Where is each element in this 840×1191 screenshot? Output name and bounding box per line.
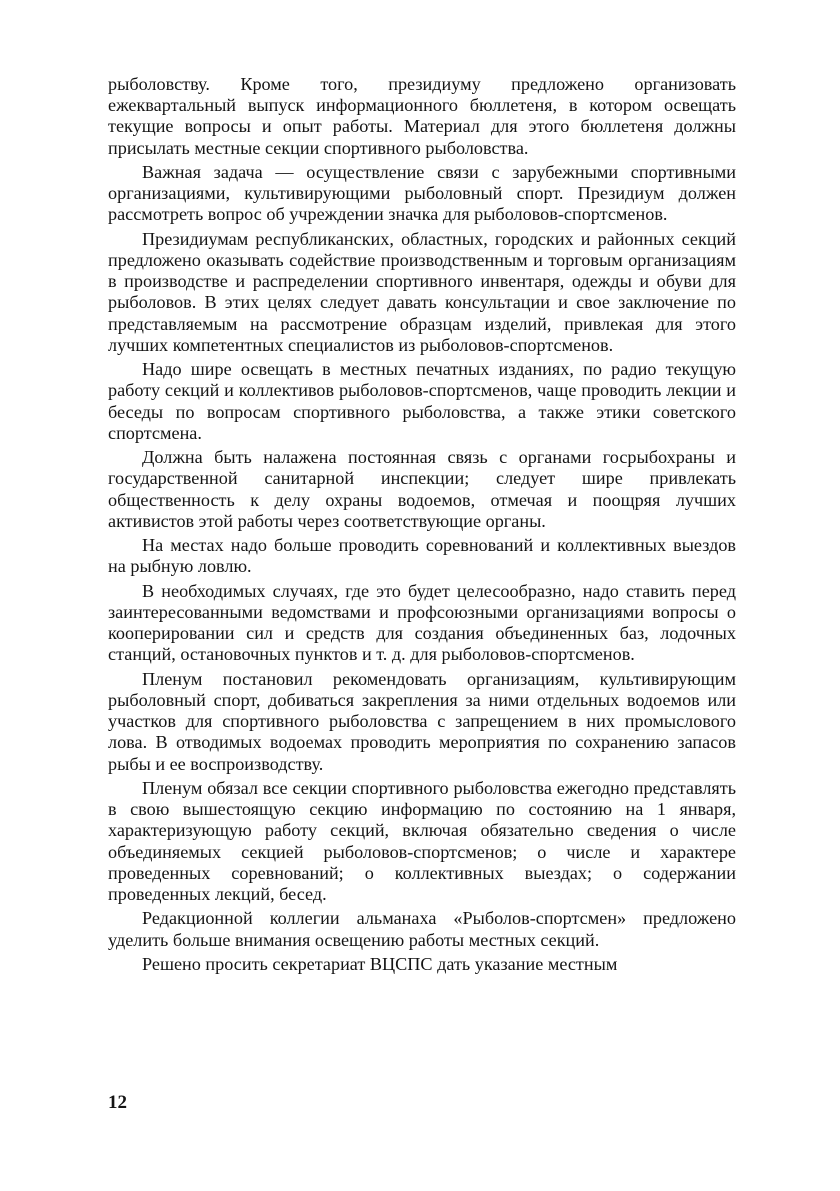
paragraph-8: Пленум постановил рекомендовать организациям, культивирующим рыболовный спорт, добиваться закрепления за ними отдельных водоемов или участков для спортивного рыболовства с запрещением в них промыслового лова. В отводимых водоемах проводить мероприятия по сохранению запасов рыбы и ее воспроизводству. — [108, 668, 736, 774]
paragraph-11: Решено просить секретариат ВЦСПС дать указание местным — [142, 954, 618, 974]
paragraph-4: Надо шире освещать в местных печатных изданиях, по радио текущую работу секций и коллективов рыболовов-спортсменов, чаще проводить лекции и беседы по вопросам спортивного рыболовства, а также этики советского спортсмена. — [108, 359, 736, 443]
paragraph-9: Пленум обязал все секции спортивного рыболовства ежегодно представлять в свою вышестоящую секцию информацию по состоянию на 1 января, характеризующую работу секций, включая обязательно сведения о числе объединяемых секцией рыболовов-спортсменов; о числе и характере проведенных соревнований; о коллективных выездах; о содержании проведенных лекций, бесед. — [108, 778, 736, 905]
paragraph-2: Важная задача — осуществление связи с зарубежными спортивными организациями, культивирующими рыболовный спорт. Президиум должен рассмотреть вопрос об учреждении значка для рыболовов-спортсменов. — [108, 162, 736, 225]
page-body — [108, 74, 736, 978]
paragraph-7: В необходимых случаях, где это будет целесообразно, надо ставить перед заинтересованными ведомствами и профсоюзными организациями вопросы о кооперировании сил и средств для создания объединенных баз, лодочных станций, остановочных пунктов и т. д. для рыболовов-спортсменов. — [108, 580, 736, 665]
paragraph-1: рыболовству. Кроме того, президиуму предложено организовать ежеквартальный выпуск информационного бюллетеня, в котором освещать текущие вопросы и опыт работы. Материал для этого бюллетеня должны присылать местные секции спортивного рыболовства. — [108, 74, 736, 158]
page-number: 12 — [108, 1092, 127, 1113]
paragraph-3: Президиумам республиканских, областных, городских и районных секций предложено оказывать содействие производственным и торговым организациям в производстве и распределении спортивного инвентаря, одежды и обуви для рыболовов. В этих целях следует давать консультации и свое заключение по представляемым на рассмотрение образцам изделий, привлекая для этого лучших компетентных специалистов из рыболовов-спортсменов. — [108, 228, 736, 355]
paragraph-6: На местах надо больше проводить соревнований и коллективных выездов на рыбную ловлю. — [108, 535, 736, 577]
paragraph-5: Должна быть налажена постоянная связь с органами госрыбохраны и государственной санитарной инспекции; следует шире привлекать общественность к делу охраны водоемов, отмечая и поощряя лучших активистов этой работы через соответствующие органы. — [108, 447, 736, 531]
paragraph-10: Редакционной коллегии альманаха «Рыболов-спортсмен» предложено уделить больше внимания освещению работы местных секций. — [108, 908, 736, 950]
